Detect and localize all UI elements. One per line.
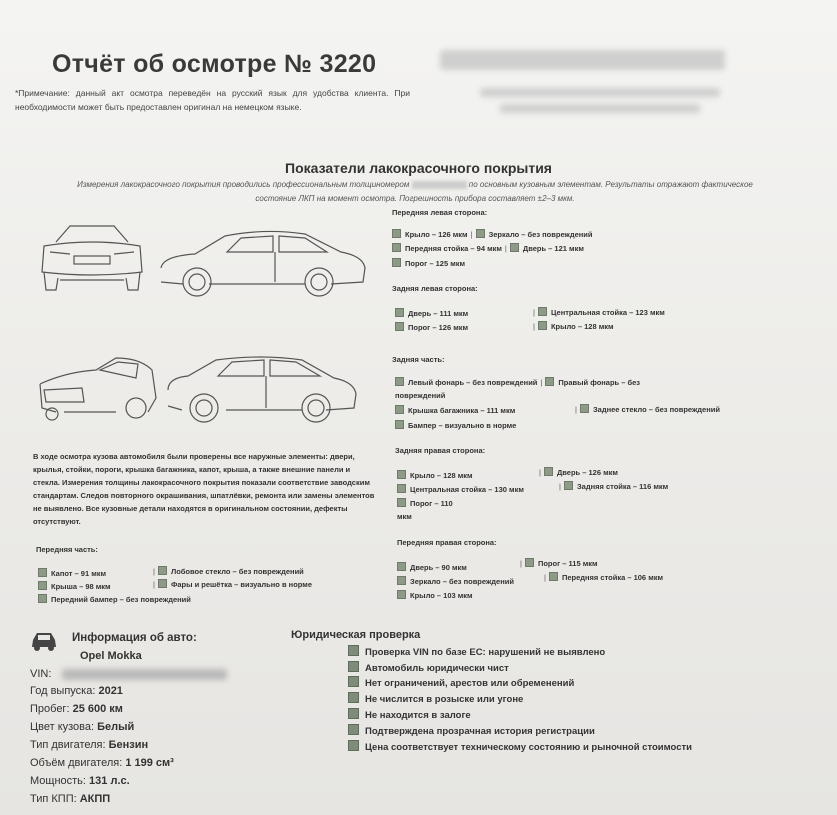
paint-section-title: Показатели лакокрасочного покрытия [285, 160, 552, 176]
paint-section-note: Измерения лакокрасочного покрытия проводились профессиональным толщиномером по основным кузовным элементам. Результаты отражают фактическое состояние ЛКП на момент осмотра. Погрешность прибора составляет ±2–3 мкм. [77, 180, 753, 203]
power-row: Мощность: 131 л.с. [30, 775, 130, 787]
front-left-heading: Передняя левая сторона: [392, 208, 488, 217]
redacted-header-block [440, 50, 725, 70]
checkbox-icon [476, 229, 485, 238]
checkbox-icon [348, 740, 359, 751]
checkbox-icon [549, 572, 558, 581]
measurement-line: повреждений [395, 391, 446, 400]
checkbox-icon [510, 243, 519, 252]
measurement-line: | Центральная стойка – 123 мкм [533, 308, 665, 317]
measurement-line: Крыло – 126 мкм | Зеркало – без повреждений [392, 229, 593, 239]
legal-item: Не находится в залоге [348, 708, 471, 721]
checkbox-icon [395, 420, 404, 429]
measurement-line: | Дверь – 126 мкм [539, 468, 618, 477]
engine-row: Тип двигателя: Бензин [30, 739, 149, 751]
checkbox-icon [38, 581, 47, 590]
legal-item: Подтверждена прозрачная история регистрации [348, 724, 595, 737]
checkbox-icon [564, 481, 573, 490]
legal-item: Не числится в розыске или угоне [348, 692, 523, 705]
volume-row: Объём двигателя: 1 199 см³ [30, 757, 174, 769]
measurement-line: Дверь – 90 мкм [397, 562, 467, 572]
redacted-vin [62, 669, 227, 680]
legal-item: Нет ограничений, арестов или обременений [348, 676, 574, 689]
checkbox-icon [348, 645, 359, 656]
car-front-right-illustration [36, 354, 161, 426]
checkbox-icon [395, 308, 404, 317]
checkbox-icon [38, 594, 47, 603]
checkbox-icon [397, 576, 406, 585]
checkbox-icon [538, 307, 547, 316]
legal-item: Проверка VIN по базе ЕС: нарушений не выявлено [348, 645, 605, 658]
rear-heading: Задняя часть: [392, 355, 445, 364]
measurement-line: Бампер – визуально в норме [395, 420, 516, 430]
redacted-device-name [412, 181, 467, 189]
measurement-line: Центральная стойка – 130 мкм [397, 484, 524, 494]
measurement-line: | Фары и решётка – визуально в норме [153, 580, 312, 589]
mileage-row: Пробег: 25 600 км [30, 703, 123, 715]
car-front-left-illustration [36, 222, 148, 302]
measurement-line: | Крыло – 128 мкм [533, 322, 614, 331]
checkbox-icon [525, 558, 534, 567]
measurement-line: Крышка багажника – 111 мкм [395, 405, 515, 415]
checkbox-icon [348, 676, 359, 687]
measurement-line: Зеркало – без повреждений [397, 576, 514, 586]
legal-item: Цена соответствует техническому состоянию и рыночной стоимости [348, 740, 692, 753]
checkbox-icon [348, 661, 359, 672]
measurement-line: Дверь – 111 мкм [395, 308, 468, 318]
measurement-line: Передняя стойка – 94 мкм | Дверь – 121 мкм [392, 243, 584, 253]
checkbox-icon [397, 562, 406, 571]
checkbox-icon [397, 470, 406, 479]
checkbox-icon [392, 243, 401, 252]
measurement-line: Порог – 110 [397, 498, 453, 508]
checkbox-icon [395, 405, 404, 414]
translation-note: *Примечание: данный акт осмотра переведён на русский язык для удобства клиента. При необходимости может быть предоставлен оригинал на немецком языке. [15, 88, 410, 112]
car-icon [30, 630, 58, 652]
measurement-line: Порог – 126 мкм [395, 322, 468, 332]
checkbox-icon [392, 258, 401, 267]
year-row: Год выпуска: 2021 [30, 685, 123, 697]
checkbox-icon [538, 321, 547, 330]
car-model: Opel Mokka [80, 650, 142, 662]
checkbox-icon [544, 467, 553, 476]
gearbox-row: Тип КПП: АКПП [30, 793, 111, 805]
rear-right-heading: Задняя правая сторона: [395, 446, 486, 455]
checkbox-icon [397, 590, 406, 599]
redacted-header-line [500, 104, 700, 113]
measurement-line: | Задняя стойка – 116 мкм [559, 482, 669, 491]
checkbox-icon [38, 568, 47, 577]
redacted-header-line [480, 88, 720, 97]
measurement-line: | Порог – 115 мкм [520, 559, 598, 568]
measurement-line: | Лобовое стекло – без повреждений [153, 567, 304, 576]
report-title: Отчёт об осмотре № 3220 [52, 50, 377, 78]
checkbox-icon [348, 692, 359, 703]
checkbox-icon [545, 377, 554, 386]
legal-item: Автомобиль юридически чист [348, 661, 509, 674]
checkbox-icon [348, 708, 359, 719]
measurement-line: Капот – 91 мкм [38, 568, 106, 578]
rear-left-heading: Задняя левая сторона: [392, 284, 478, 293]
measurement-line: | Передняя стойка – 106 мкм [544, 573, 664, 582]
checkbox-icon [395, 322, 404, 331]
checkbox-icon [392, 229, 401, 238]
measurement-line: Крыло – 103 мкм [397, 590, 473, 600]
checkbox-icon [395, 377, 404, 386]
measurement-line: | Заднее стекло – без повреждений [575, 405, 720, 414]
vin-row: VIN: [30, 668, 52, 680]
measurement-line: мкм [397, 512, 412, 521]
measurement-line: Передний бампер – без повреждений [38, 594, 191, 604]
checkbox-icon [158, 566, 167, 575]
measurement-line: Крыша – 98 мкм [38, 581, 111, 591]
car-info-heading: Информация об авто: [72, 632, 197, 644]
car-left-side-illustration [155, 226, 370, 302]
checkbox-icon [348, 724, 359, 735]
front-right-heading: Передняя правая сторона: [397, 538, 497, 547]
checkbox-icon [397, 484, 406, 493]
car-rear-left-illustration [162, 352, 362, 428]
checkbox-icon [158, 579, 167, 588]
measurement-line: Левый фонарь – без повреждений | Правый фонарь – без [395, 377, 640, 387]
measurement-line: Порог – 125 мкм [392, 258, 465, 268]
color-row: Цвет кузова: Белый [30, 721, 135, 733]
inspection-summary-paragraph: В ходе осмотра кузова автомобиля были проверены все наружные элементы: двери, крылья, стойки, пороги, крышка багажника, капот, крыша, а также внешние панели и стекла. Измерения толщины лакокрасочного покрытия показали соответствие заводским стандартам. Следов повторного окрашивания, шпатлёвки, ремонта или замены элементов не выявлено. Все кузовные детали находятся в оригинальном состоянии, дефекты отсутствуют. [33, 452, 375, 526]
checkbox-icon [580, 404, 589, 413]
front-heading: Передняя часть: [36, 545, 98, 554]
checkbox-icon [397, 498, 406, 507]
measurement-line: Крыло – 128 мкм [397, 470, 473, 480]
legal-check-heading: Юридическая проверка [291, 629, 421, 641]
